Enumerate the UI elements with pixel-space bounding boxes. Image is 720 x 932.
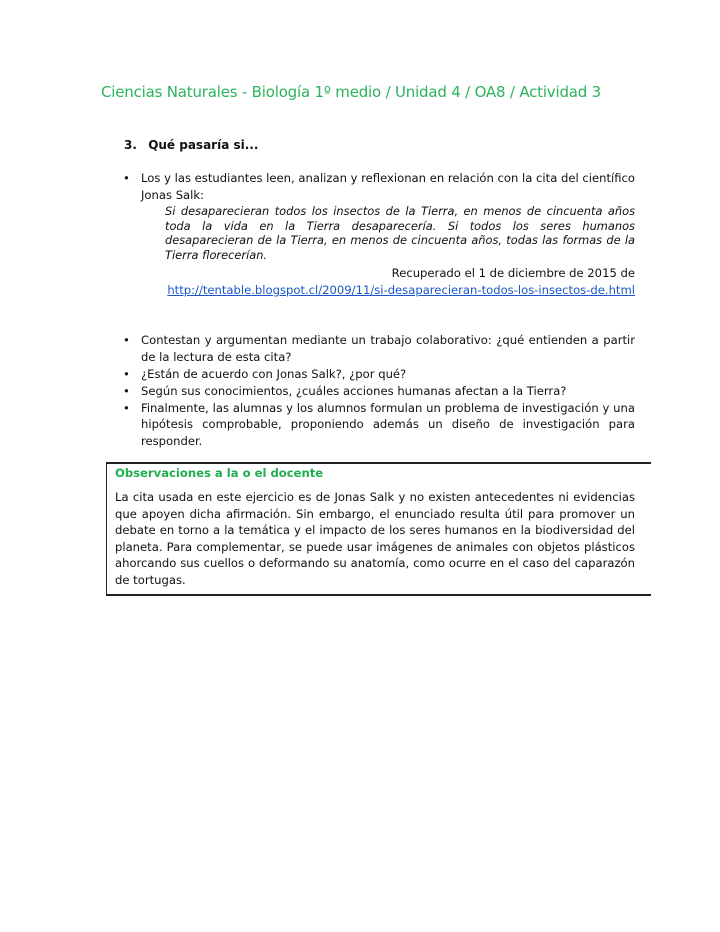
observations-title: Observaciones a la o el docente bbox=[115, 466, 324, 480]
item-text: Contestan y argumentan mediante un trabajo colaborativo: ¿qué entienden a partir de la lectura de esta cita? bbox=[141, 333, 635, 364]
item-text: Finalmente, las alumnas y los alumnos formulan un problema de investigación y una hipótesis comprobable, proponiendo además un diseño de investigación para responder. bbox=[141, 400, 635, 448]
source-link[interactable]: http://tentable.blogspot.cl/2009/11/si-desaparecieran-todos-los-insectos-de.html bbox=[167, 282, 635, 297]
bullet-icon: • bbox=[123, 366, 130, 381]
bullet-icon: • bbox=[123, 333, 130, 347]
source-text: Recuperado el 1 de diciembre de 2015 de bbox=[391, 266, 635, 280]
item-text: Según sus conocimientos, ¿cuáles acciones humanas afectan a la Tierra? bbox=[141, 383, 567, 398]
page-title: Ciencias Naturales - Biología 1º medio / Unidad 4 / OA8 / Actividad 3 bbox=[101, 83, 602, 101]
salk-quote: Si desaparecieran todos los insectos de la Tierra, en menos de cincuenta años toda la vida en la Tierra desaparecería. Si todos los seres humanos desaparecieran de la Tierra, en menos de cincuenta años, todas las formas de la Tierra florecerían. bbox=[165, 204, 635, 262]
intro-list bbox=[121, 170, 635, 299]
bullet-icon: • bbox=[123, 171, 130, 185]
section-title: Qué pasaría si... bbox=[148, 138, 259, 152]
observations-text: La cita usada en este ejercicio es de Jonas Salk y no existen antecedentes ni evidencias que apoyen dicha afirmación. Sin embargo, el enunciado resulta útil para promover un debate en torno a la temática y el impacto de los seres humanos en la biodiversidad del planeta. Para complementar, se puede usar imágenes de animales con objetos plásticos ahorcando sus cuellos o deformando su anatomía, como ocurre en el caso del caparazón de tortugas. bbox=[115, 490, 635, 587]
section-number: 3. bbox=[124, 138, 137, 152]
bullet-icon: • bbox=[123, 400, 130, 415]
quote-source bbox=[141, 265, 635, 298]
list-item bbox=[121, 383, 635, 400]
list-item bbox=[121, 400, 635, 450]
item-text: ¿Están de acuerdo con Jonas Salk?, ¿por qué? bbox=[141, 366, 407, 381]
list-item bbox=[121, 366, 635, 383]
activity-list bbox=[121, 332, 635, 450]
bullet-icon: • bbox=[123, 383, 130, 398]
intro-text: Los y las estudiantes leen, analizan y reflexionan en relación con la cita del científico Jonas Salk: bbox=[141, 171, 636, 202]
list-item bbox=[121, 170, 635, 298]
section-heading bbox=[124, 138, 258, 152]
list-item bbox=[121, 332, 635, 365]
teacher-observations-box bbox=[106, 462, 651, 596]
